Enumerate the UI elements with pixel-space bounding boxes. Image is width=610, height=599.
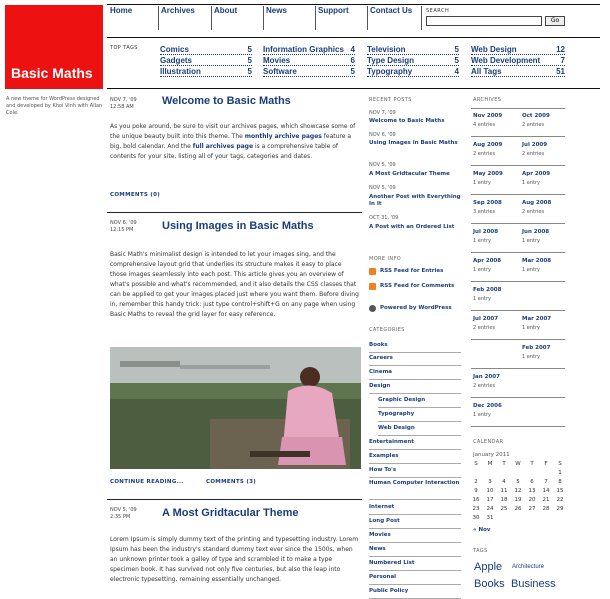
tag-comics[interactable]: Comics 5	[160, 45, 252, 54]
archive-count: 1 entry	[473, 412, 491, 418]
recent-post-link[interactable]: Another Post with Everything In It	[369, 194, 461, 207]
calendar-day: 29	[556, 506, 564, 512]
archive-month[interactable]: Jul 2007	[473, 316, 499, 322]
post-divider	[107, 212, 362, 213]
archive-rule	[471, 339, 565, 340]
archive-month[interactable]: Mar 2007	[522, 316, 552, 322]
calendar-day: 27	[528, 506, 536, 512]
nav-contact-us[interactable]: Contact Us	[370, 6, 413, 15]
archive-rule	[471, 223, 565, 224]
calendar-day: 26	[514, 506, 522, 512]
nav-support[interactable]: Support	[318, 6, 349, 15]
archive-count: 2 entries	[473, 325, 496, 331]
calendar-day: 5	[516, 479, 520, 485]
post-divider	[107, 499, 362, 500]
tag-web-development[interactable]: Web Development 7	[471, 56, 565, 65]
site-logo-text: Basic Maths	[11, 65, 93, 81]
tag-typography[interactable]: Typography 4	[367, 67, 459, 76]
archive-count: 3 entries	[473, 209, 496, 215]
calendar-label: CALENDAR	[473, 439, 504, 445]
calendar-weekday: W	[515, 461, 521, 467]
recent-posts-label: RECENT POSTS	[369, 97, 412, 103]
category-cinema[interactable]: Cinema	[369, 367, 461, 380]
archive-month[interactable]: Apr 2009	[522, 171, 551, 177]
nav-separator	[367, 6, 368, 30]
calendar-day: 22	[556, 497, 564, 503]
header-bottom-rule	[107, 88, 600, 89]
calendar-weekday: S	[558, 461, 562, 467]
calendar-weekday: M	[487, 461, 493, 467]
archive-rule	[471, 165, 565, 166]
tags-label: TAGS	[473, 548, 488, 554]
post-body: As you poke around, be sure to visit our archives pages, which showcase some of the unique beauty built into this theme. The monthly archive pages feature a big, bold calendar. And the full archives page is a comprehensive table of contents for your site, listing all of your tags, categories and dates.	[110, 123, 356, 160]
post-body: Basic Math's minimalist design is intended to let your images sing, and the comprehensive layout grid that underlies its structure makes it easy to place those images seamlessly into each post. This article gives you an overview of what's possible and what's recommended, and it also details the CSS classes that can be applied to get your images placed just where you want them. Before diving in, remember this handy trick: just type control+shift+G on any page when using Basic Maths to reveal the grid layer for easy reference.	[110, 251, 359, 318]
category-news[interactable]: News	[369, 544, 461, 557]
calendar-weekday: F	[544, 461, 548, 467]
archive-count: 2 entries	[522, 209, 545, 215]
search-input[interactable]	[426, 16, 542, 26]
nav-home[interactable]: Home	[110, 6, 133, 15]
tag-television[interactable]: Television 5	[367, 45, 459, 54]
nav-bottom-rule	[107, 37, 600, 38]
calendar-day: 10	[486, 488, 494, 494]
tag-cloud-architecture[interactable]: Architecture	[512, 564, 545, 570]
archives-label: ARCHIVES	[473, 97, 502, 103]
calendar-day: 23	[472, 506, 480, 512]
archive-count: 2 entries	[473, 151, 496, 157]
calendar-day: 17	[486, 497, 494, 503]
search-label: SEARCH	[426, 8, 450, 14]
archive-rule	[471, 252, 565, 253]
category-graphic-design[interactable]: Graphic Design	[378, 395, 461, 408]
category-books[interactable]: Books	[369, 340, 461, 353]
category-how-tos[interactable]: How To's	[369, 465, 461, 478]
calendar-day: 24	[486, 506, 494, 512]
category-public-policy[interactable]: Public Policy	[369, 586, 461, 599]
calendar-day: 20	[528, 497, 536, 503]
nav-separator	[211, 6, 212, 30]
archive-rule	[471, 426, 565, 427]
calendar-weekday: S	[474, 461, 478, 467]
calendar-day: 14	[542, 488, 550, 494]
tag-information-graphics[interactable]: Information Graphics 4	[263, 45, 355, 54]
category-numbered-list[interactable]: Numbered List	[369, 558, 461, 571]
archive-rule	[471, 281, 565, 282]
archive-count: 1 entry	[522, 325, 540, 331]
post-image-child-on-field	[110, 347, 361, 469]
calendar-day: 21	[542, 497, 550, 503]
category-long-post[interactable]: Long Post	[369, 516, 461, 529]
archive-month[interactable]: Feb 2007	[522, 345, 551, 351]
recent-post-link[interactable]: A Post with an Ordered List	[369, 224, 455, 230]
calendar-day: 8	[558, 479, 562, 485]
recent-post-date: NOV 5, '09	[369, 185, 396, 191]
category-entertainment[interactable]: Entertainment	[369, 437, 461, 450]
archive-count: 4 entries	[473, 122, 496, 128]
tag-illustration[interactable]: Illustration 5	[160, 67, 252, 76]
archive-count: 1 entry	[473, 238, 491, 244]
archive-month[interactable]: May 2009	[473, 171, 503, 177]
recent-post-date: NOV 6, '09	[369, 132, 396, 138]
calendar-day: 2	[474, 479, 478, 485]
calendar-day: 9	[474, 488, 478, 494]
archive-month[interactable]: Oct 2009	[522, 113, 550, 119]
post-body: Lorem Ipsum is simply dummy text of the printing and typesetting industry. Lorem Ipsum has been the industry's standard dummy text ever since the 1500s, when an unknown printer took a galley of type and scrambled it to make a type specimen book. It has survived not only five centuries, but also the leap into electronic typesetting, remaining essentially unchanged.	[110, 536, 359, 583]
tag-movies[interactable]: Movies 6	[263, 56, 355, 65]
archive-month[interactable]: Jul 2008	[473, 229, 499, 235]
calendar-day: 1	[558, 470, 562, 476]
archive-month[interactable]: Jan 2007	[473, 374, 500, 380]
category-examples[interactable]: Examples	[369, 451, 461, 464]
calendar-month: January 2011	[473, 452, 510, 458]
post-title[interactable]: A Most Gridtacular Theme	[162, 507, 299, 519]
nav-separator	[263, 6, 264, 30]
category-typography[interactable]: Typography	[378, 409, 461, 422]
tag-software[interactable]: Software 5	[263, 67, 355, 76]
archive-month[interactable]: Feb 2008	[473, 287, 502, 293]
powered-by-wordpress-link[interactable]: Powered by WordPress	[380, 305, 452, 311]
calendar-day: 7	[544, 479, 548, 485]
category-web-design[interactable]: Web Design	[378, 423, 461, 436]
calendar-day: 16	[472, 497, 480, 503]
rss-comments-link[interactable]: RSS Feed for Comments	[380, 283, 455, 289]
more-info-label: MORE INFO	[369, 256, 402, 262]
category-internet[interactable]: Internet	[369, 502, 461, 515]
nav-archives[interactable]: Archives	[161, 6, 195, 15]
tag-type-design[interactable]: Type Design 5	[367, 56, 459, 65]
tag-cloud-apple[interactable]: Apple	[474, 561, 503, 573]
calendar-day: 25	[500, 506, 508, 512]
rss-icon	[369, 283, 376, 290]
calendar-day: 4	[502, 479, 506, 485]
post-date: NOV 6, '09 12:15 PM	[110, 220, 137, 233]
recent-post-link[interactable]: Welcome to Basic Maths	[369, 118, 445, 124]
comments-link[interactable]: COMMENTS (3)	[206, 479, 257, 485]
archive-count: 1 entry	[473, 267, 491, 273]
categories-label: CATEGORIES	[369, 327, 405, 333]
calendar-day: 12	[514, 488, 522, 494]
recent-post-link[interactable]: Using Images in Basic Maths	[369, 140, 458, 146]
recent-post-link[interactable]: A Most Gridtacular Theme	[369, 171, 450, 177]
tag-cloud-books[interactable]: Books	[474, 578, 505, 590]
category-hci[interactable]: Human Computer Interaction	[369, 479, 461, 500]
archive-rule	[471, 368, 565, 369]
calendar-day: 31	[486, 515, 494, 521]
nav-about[interactable]: About	[214, 6, 238, 15]
recent-post-date: NOV 7, '09	[369, 110, 396, 116]
recent-post-date: OCT 31, '09	[369, 215, 399, 221]
nav-separator	[315, 6, 316, 30]
continue-reading-link[interactable]: CONTINUE READING...	[110, 479, 184, 485]
post-date: NOV 7, '09 12:58 AM	[110, 97, 137, 110]
category-careers[interactable]: Careers	[369, 353, 461, 366]
category-personal[interactable]: Personal	[369, 572, 461, 585]
archive-count: 1 entry	[522, 267, 540, 273]
calendar-day: 6	[530, 479, 534, 485]
calendar-day: 11	[500, 488, 508, 494]
nav-news[interactable]: News	[266, 6, 287, 15]
archive-count: 1 entry	[522, 180, 540, 186]
archive-count: 1 entry	[473, 296, 491, 302]
category-design[interactable]: Design	[369, 381, 461, 394]
post-title[interactable]: Using Images in Basic Maths	[162, 220, 314, 232]
post-title[interactable]: Welcome to Basic Maths	[162, 95, 291, 107]
archive-month[interactable]: Apr 2008	[473, 258, 502, 264]
archive-count: 2 entries	[473, 383, 496, 389]
photo-illustration	[110, 347, 361, 469]
archive-rule	[471, 136, 565, 137]
calendar-weekday: T	[502, 461, 506, 467]
site-tagline: A new theme for WordPress designed and developed by Khoi Vinh with Allan Cole.	[6, 96, 103, 116]
wordpress-icon	[369, 305, 376, 312]
archive-month[interactable]: Mar 2008	[522, 258, 552, 264]
archive-rule	[471, 397, 565, 398]
archive-count: 2 entries	[522, 151, 545, 157]
archive-rule	[471, 108, 565, 109]
tag-gadgets[interactable]: Gadgets 5	[160, 56, 252, 65]
archive-month[interactable]: Jul 2009	[522, 142, 548, 148]
archive-month[interactable]: Dec 2006	[473, 403, 502, 409]
calendar-prev-link[interactable]: « Nov	[473, 527, 491, 533]
tag-cloud-business[interactable]: Business	[511, 578, 556, 590]
full-archives-link[interactable]: full archives page	[192, 143, 254, 150]
tag-all-tags[interactable]: All Tags 51	[471, 67, 565, 76]
calendar-day: 28	[542, 506, 550, 512]
tag-web-design[interactable]: Web Design 12	[471, 45, 565, 54]
post-date: NOV 5, '09 2:35 PM	[110, 507, 137, 520]
site-logo[interactable]	[5, 5, 103, 89]
top-tags-label: TOP TAGS	[110, 45, 138, 51]
search-go-button[interactable]: Go	[545, 16, 565, 26]
recent-post-date: NOV 5, '09	[369, 162, 396, 168]
nav-separator	[421, 6, 422, 30]
comments-link[interactable]: COMMENTS (0)	[110, 192, 161, 198]
calendar-weekday: T	[530, 461, 534, 467]
archive-rule	[471, 194, 565, 195]
archive-count: 1 entry	[473, 180, 491, 186]
category-movies[interactable]: Movies	[369, 530, 461, 543]
calendar-day: 30	[472, 515, 480, 521]
archive-count: 1 entry	[522, 238, 540, 244]
archive-count: 1 entry	[522, 354, 540, 360]
archive-month[interactable]: Jun 2008	[522, 229, 550, 235]
rss-icon	[369, 268, 376, 275]
archive-month[interactable]: Aug 2009	[473, 142, 503, 148]
archive-count: 2 entries	[522, 122, 545, 128]
monthly-archive-link[interactable]: monthly archive pages	[244, 133, 322, 140]
archive-month[interactable]: Sep 2008	[473, 200, 502, 206]
nav-top-rule	[107, 4, 600, 5]
calendar-day: 13	[528, 488, 536, 494]
calendar-day: 3	[488, 479, 492, 485]
archive-month[interactable]: Nov 2009	[473, 113, 503, 119]
calendar-day: 15	[556, 488, 564, 494]
calendar-day: 18	[500, 497, 508, 503]
rss-entries-link[interactable]: RSS Feed for Entries	[380, 268, 444, 274]
archive-rule	[471, 310, 565, 311]
archive-month[interactable]: Aug 2008	[522, 200, 552, 206]
calendar-day: 19	[514, 497, 522, 503]
nav-separator	[158, 6, 159, 30]
